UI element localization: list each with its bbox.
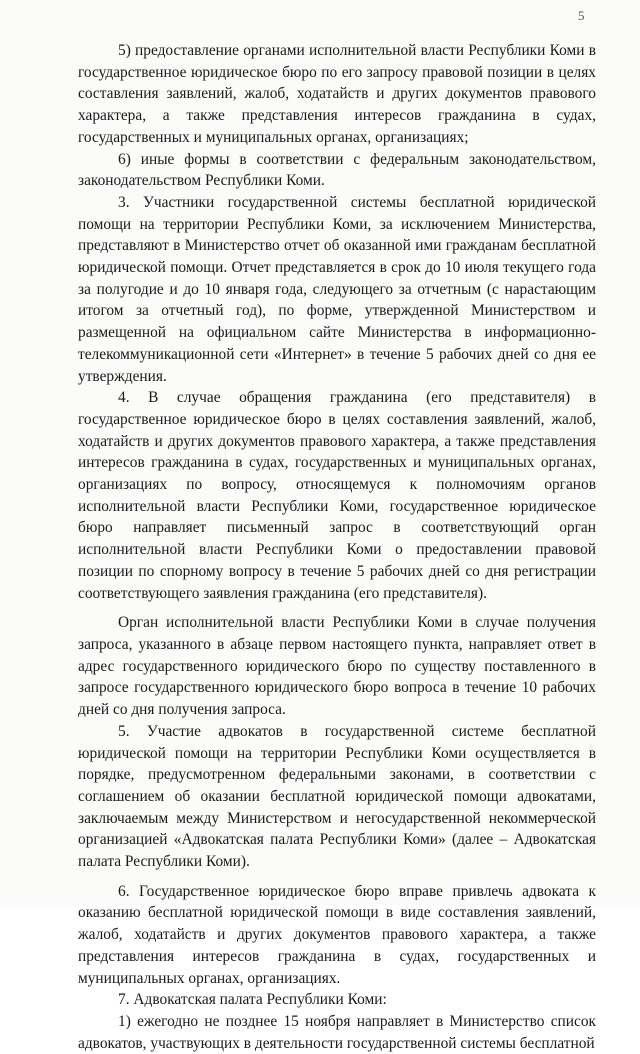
paragraph-clause-4: 4. В случае обращения гражданина (его представителя) в государственное юридическое бюро в целях составления заявлений, жалоб, ходатайств и других документов правового характера, а также представления интересов гражданина в судах, государственных и муниципальных органах, организациях по вопросу, относящемуся к полномочиям органов исполнительной власти Республики Коми, государственное юридическое бюро направляет письменный запрос в соответствующий орган исполнительной власти Республики Коми о предоставлении правовой позиции по спорному вопросу в течение 5 рабочих дней со дня регистрации соответствующего заявления гражданина (его представителя). bbox=[78, 389, 596, 602]
paragraph-item-5: 5) предоставление органами исполнительной власти Республики Коми в государственное юридическое бюро по его запросу правовой позиции в целях составления заявлений, жалоб, ходатайств и других документов правового характера, а также представления интересов гражданина в судах, государственных и муниципальных органах, организациях; bbox=[78, 42, 596, 146]
paragraph-item-6: 6) иные формы в соответствии с федеральным законодательством, законодательством Республики Коми. bbox=[78, 150, 596, 190]
page-number: 5 bbox=[578, 8, 585, 23]
paragraph-clause-7: 7. Адвокатская палата Республики Коми: bbox=[118, 991, 387, 1009]
paragraph-clause-6: 6. Государственное юридическое бюро вправе привлечь адвоката к оказанию бесплатной юридической помощи в виде составления заявлений, жалоб, ходатайств и других документов правового характера, а также представления интересов гражданина в судах, государственных и муниципальных органах, организациях. bbox=[78, 882, 596, 987]
paragraph-clause-4-second: Орган исполнительной власти Республики Коми в случае получения запроса, указанного в абзаце первом настоящего пункта, направляет ответ в адрес государственного юридического бюро по существу поставленного в запросе государственного юридического бюро вопроса в течение 10 рабочих дней со дня получения запроса. bbox=[78, 614, 596, 719]
paragraph-clause-5: 5. Участие адвокатов в государственной системе бесплатной юридической помощи на территории Республики Коми осуществляется в порядке, предусмотренном федеральными законами, в соответствии с соглашением об оказании бесплатной юридической помощи адвокатами, заключаемым между Министерством и негосударственной некоммерческой организацией «Адвокатская палата Республики Коми» (далее – Адвокатская палата Республики Коми). bbox=[78, 722, 596, 871]
paragraph-clause-3: 3. Участники государственной системы бесплатной юридической помощи на территории Республики Коми, за исключением Министерства, представляют в Министерство отчет об оказанной ими гражданам бесплатной юридической помощи. Отчет представляется в срок до 10 июля текущего года за полугодие и до 10 января года, следующего за отчетным (с нарастающим итогом за отчетный год), по форме, утвержденной Министерством и размещенной на официальном сайте Министерства в информационно-телекоммуникационной сети «Интернет» в течение 5 рабочих дней со дня ее утверждения. bbox=[78, 193, 596, 385]
paragraph-gap bbox=[78, 604, 596, 612]
paragraph-clause-7-item-1: 1) ежегодно не позднее 15 ноября направляет в Министерство список адвокатов, участвующих в деятельности государственной системы бесплатной bbox=[78, 1012, 596, 1052]
document-body bbox=[78, 40, 596, 1054]
paragraph-gap bbox=[78, 873, 596, 881]
